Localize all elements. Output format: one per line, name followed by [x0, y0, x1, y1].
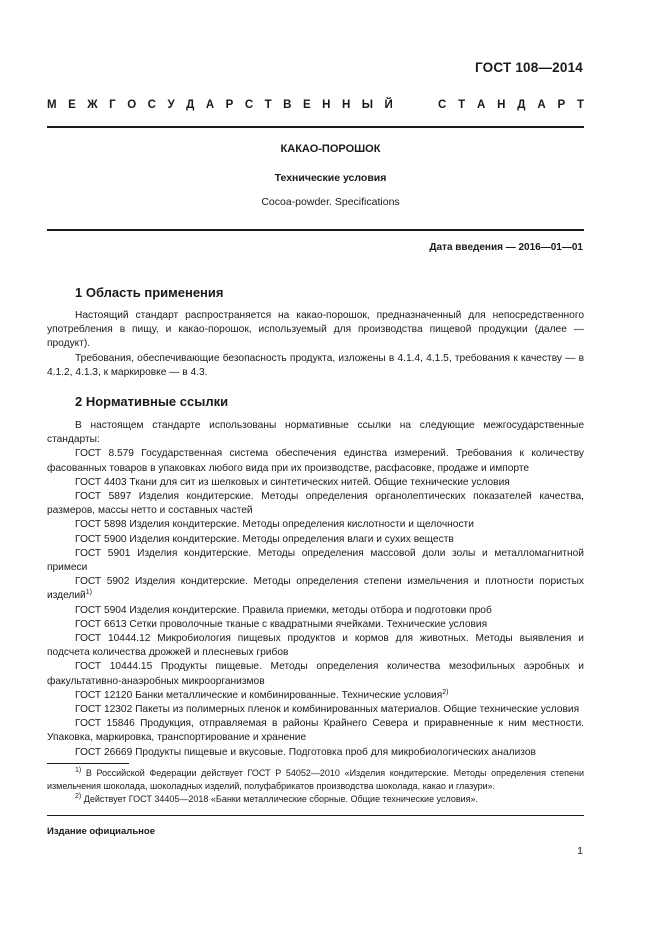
reference-item: ГОСТ 10444.12 Микробиология пищевых продуктов и кормов для животных. Методы выявления и подсчета количества дрожжей и плесневых грибов: [47, 633, 584, 659]
footnote-mark: 2): [75, 793, 82, 800]
section-references-body: [47, 419, 584, 760]
paragraph: Настоящий стандарт распространяется на какао-порошок, предназначенный для непосредственного употребления в пищу, и какао-порошок, используемый для производства пищевой продукции (далее — продукт).: [47, 310, 584, 350]
banner-letter: А: [477, 99, 486, 111]
introduction-date: Дата введения — 2016—01—01: [429, 242, 583, 253]
banner-letter: Т: [576, 99, 584, 111]
document-title-english: Cocoa-powder. Specifications: [261, 196, 400, 208]
section-references: [47, 395, 584, 409]
title-rule: [47, 229, 584, 231]
reference-item: ГОСТ 15846 Продукция, отправляемая в районы Крайнего Севера и приравненные к ним местности. Упаковка, маркировка, транспортирование и хранение: [47, 718, 584, 744]
interstate-standard-banner: [47, 99, 584, 111]
reference-item: ГОСТ 5897 Изделия кондитерские. Методы определения органолептических показателей качества, размеров, массы нетто и составных частей: [47, 491, 584, 517]
reference-item: [47, 689, 584, 703]
banner-letter: А: [537, 99, 546, 111]
paragraph: Требования, обеспечивающие безопасность продукта, изложены в 4.1.4, 4.1.5, требования к качеству — в 4.1.2, 4.1.3, к маркировке — в 4.3.: [47, 352, 584, 378]
reference-item: ГОСТ 4403 Ткани для сит из шелковых и синтетических нитей. Общие технические условия: [75, 476, 510, 488]
banner-letter: Е: [302, 99, 311, 111]
reference-item: ГОСТ 5901 Изделия кондитерские. Методы определения массовой доли золы и металломагнитной примеси: [47, 547, 584, 574]
banner-letter: С: [438, 99, 447, 111]
reference-item: ГОСТ 8.579 Государственная система обеспечения единства измерений. Требования к количеству фасованных товаров в упаковках любого вида при их производстве, расфасовке, продаже и импорте: [47, 448, 584, 474]
footnote-mark: 1): [85, 589, 92, 597]
section-scope-body: [47, 309, 584, 380]
reference-text: ГОСТ 5902 Изделия кондитерские. Методы определения степени измельчения и плотности пористых изделий: [47, 576, 584, 602]
footnote-rule: [47, 763, 129, 764]
document-subtitle: Технические условия: [274, 172, 387, 184]
banner-letter: С: [244, 99, 254, 111]
footer-rule: [47, 815, 584, 816]
banner-letter: В: [283, 99, 292, 111]
document-title: КАКАО-ПОРОШОК: [280, 143, 381, 155]
section-scope: [47, 286, 584, 300]
paragraph: В настоящем стандарте использованы нормативные ссылки на следующие межгосударственные стандарты:: [47, 420, 584, 446]
banner-letter: Н: [497, 99, 506, 111]
reference-item: ГОСТ 5904 Изделия кондитерские. Правила приемки, методы отбора и подготовки проб: [75, 604, 492, 616]
banner-letter: Д: [517, 99, 526, 111]
reference-item: ГОСТ 12302 Пакеты из полимерных пленок и комбинированных материалов. Общие технические условия: [75, 704, 580, 716]
banner-letter: Й: [384, 99, 393, 111]
banner-letter: Т: [458, 99, 466, 111]
banner-letter: А: [205, 99, 215, 111]
footnote-text: Действует ГОСТ 34405—2018 «Банки металлические сборные. Общие технические условия».: [81, 794, 479, 804]
banner-letter: У: [167, 99, 175, 111]
footnote: [47, 793, 584, 806]
banner-letter: Ж: [87, 99, 98, 111]
banner-letter: Р: [557, 99, 566, 111]
footnote-mark: 2): [442, 688, 449, 696]
section-heading: 1 Область применения: [75, 285, 224, 300]
reference-item: ГОСТ 6613 Сетки проволочные тканые с квадратными ячейками. Технические условия: [75, 618, 488, 630]
section-heading: 2 Нормативные ссылки: [75, 394, 229, 409]
banner-letter: Н: [322, 99, 331, 111]
footnote-mark: 1): [75, 767, 82, 774]
banner-letter: С: [147, 99, 156, 111]
reference-item: ГОСТ 26669 Продукты пищевые и вкусовые. Подготовка проб для микробиологических анализов: [75, 746, 536, 758]
banner-letter: Е: [68, 99, 76, 111]
reference-item: [47, 575, 584, 603]
reference-item: ГОСТ 5898 Изделия кондитерские. Методы определения кислотности и щелочности: [75, 519, 474, 531]
gost-code: ГОСТ 108—2014: [474, 60, 583, 75]
header-rule: [47, 126, 584, 128]
banner-letter: Н: [341, 99, 351, 111]
reference-text: ГОСТ 12120 Банки металлические и комбинированные. Технические условия: [75, 689, 443, 701]
official-edition-label: Издание официальное: [47, 826, 155, 837]
footnote-text: В Российской Федерации действует ГОСТ Р 54052—2010 «Изделия кондитерские. Методы определения степени измельчения шоколада, шоколадных изделий, полуфабрикатов производства шоколада, какао и глазури».: [47, 768, 584, 791]
banner-letter: Р: [225, 99, 234, 111]
banner-letter: О: [127, 99, 137, 111]
banner-letter: М: [47, 99, 57, 111]
footnote: [47, 767, 584, 793]
footnotes: [47, 767, 584, 806]
interstate-word: [47, 99, 393, 111]
banner-letter: Т: [264, 99, 272, 111]
banner-letter: Д: [186, 99, 195, 111]
banner-letter: Г: [109, 99, 116, 111]
reference-item: ГОСТ 5900 Изделия кондитерские. Методы определения влаги и сухих веществ: [75, 533, 454, 545]
standard-word: [438, 99, 584, 111]
page-number: 1: [577, 845, 583, 857]
banner-letter: Ы: [361, 99, 374, 111]
reference-item: ГОСТ 10444.15 Продукты пищевые. Методы определения количества мезофильных аэробных и факультативно-анаэробных микроорганизмов: [47, 661, 584, 687]
